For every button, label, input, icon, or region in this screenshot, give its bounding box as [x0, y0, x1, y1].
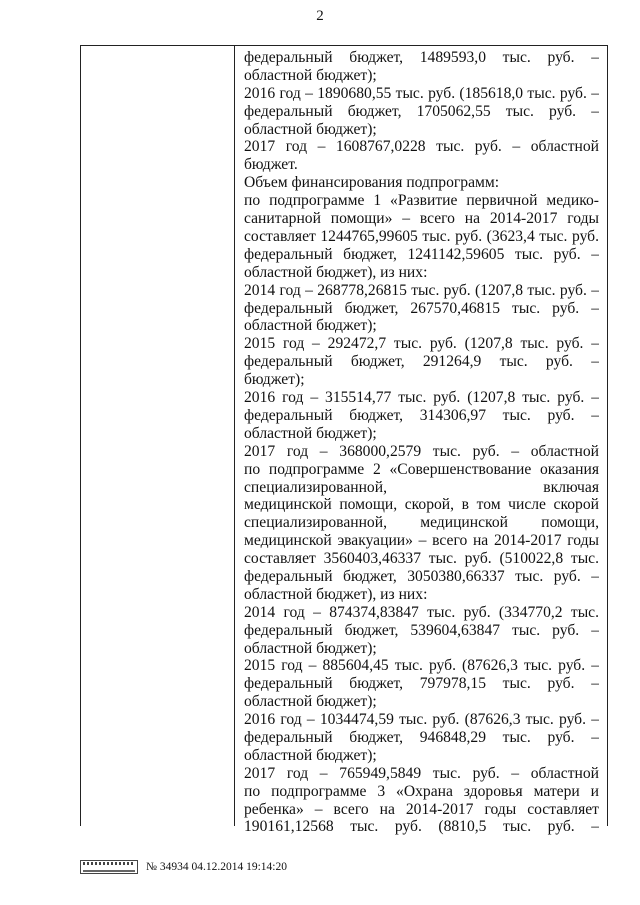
text-line: областной бюджет);	[244, 66, 377, 84]
text-line: бюджет.	[244, 156, 298, 174]
text-line: федеральный бюджет, 1489593,0 тыс. руб. –	[244, 49, 599, 66]
text-line: 2014 год – 874374,83847 тыс. руб. (334770,2 тыс.	[244, 603, 599, 621]
text-line: федеральный бюджет, 3050380,66337 тыс. руб. –	[244, 567, 599, 585]
text-line: Объем финансирования подпрограмм:	[244, 174, 500, 192]
text-line: федеральный бюджет, 797978,15 тыс. руб. –	[244, 675, 599, 693]
text-line: 2015 год – 885604,45 тыс. руб. (87626,3 тыс. руб. –	[244, 657, 599, 675]
text-line: составляет 1244765,99605 тыс. руб. (3623,4 тыс. руб.	[244, 227, 599, 245]
text-line: бюджет);	[244, 371, 305, 389]
text-line: 190161,12568 тыс. руб. (8810,5 тыс. руб. –	[244, 818, 599, 836]
text-line: федеральный бюджет, 946848,29 тыс. руб. –	[244, 729, 599, 747]
text-line: 2016 год – 1890680,55 тыс. руб. (185618,0 тыс. руб. –	[244, 84, 599, 102]
text-line: 2016 год – 315514,77 тыс. руб. (1207,8 тыс. руб. –	[244, 389, 599, 407]
text-line: федеральный бюджет, 267570,46815 тыс. руб. –	[244, 299, 599, 317]
text-line: областной бюджет);	[244, 746, 377, 764]
text-line: 2017 год – 368000,2579 тыс. руб. – областной	[244, 442, 599, 460]
document-footer	[80, 860, 287, 874]
barcode-stamp	[80, 860, 138, 874]
column-divider	[234, 46, 235, 826]
text-line: по подпрограмме 1 «Развитие первичной медико-	[244, 192, 599, 210]
text-line: составляет 3560403,46337 тыс. руб. (510022,8 тыс.	[244, 550, 599, 568]
text-line: областной бюджет), из них:	[244, 585, 428, 603]
text-line: медицинской помощи, скорой, в том числе скорой	[244, 496, 599, 514]
text-line: областной бюджет);	[244, 317, 377, 335]
text-line: по подпрограмме 2 «Совершенствование оказания	[244, 460, 599, 478]
text-line: специализированной, медицинской помощи,	[244, 514, 599, 532]
text-line: федеральный бюджет, 314306,97 тыс. руб. –	[244, 406, 599, 424]
text-line: санитарной помощи» – всего на 2014-2017 годы	[244, 210, 599, 228]
text-line: федеральный бюджет, 1241142,59605 тыс. руб. –	[244, 245, 599, 263]
text-line: областной бюджет), из них:	[244, 263, 428, 281]
text-line: 2017 год – 765949,5849 тыс. руб. – областной	[244, 764, 599, 782]
table-cell-text	[244, 49, 599, 836]
text-line: по подпрограмме 3 «Охрана здоровья матери и	[244, 782, 599, 800]
text-line: областной бюджет);	[244, 424, 377, 442]
text-line: 2014 год – 268778,26815 тыс. руб. (1207,8 тыс. руб. –	[244, 281, 599, 299]
text-line: областной бюджет);	[244, 639, 377, 657]
text-line: ребенка» – всего на 2014-2017 годы составляет	[244, 800, 599, 818]
text-line: федеральный бюджет, 291264,9 тыс. руб. –	[244, 353, 599, 371]
text-line: областной бюджет);	[244, 120, 377, 138]
text-line: 2017 год – 1608767,0228 тыс. руб. – областной	[244, 138, 599, 156]
page-number: 2	[316, 8, 324, 24]
text-line: областной бюджет);	[244, 693, 377, 711]
text-line: специализированной, включая	[244, 478, 599, 496]
text-line: федеральный бюджет, 539604,63847 тыс. руб. –	[244, 621, 599, 639]
text-line: 2015 год – 292472,7 тыс. руб. (1207,8 тыс. руб. –	[244, 335, 599, 353]
text-line: медицинской эвакуации» – всего на 2014-2017 годы	[244, 532, 599, 550]
registration-number: № 34934 04.12.2014 19:14:20	[146, 861, 287, 873]
document-table	[80, 45, 608, 836]
text-line: федеральный бюджет, 1705062,55 тыс. руб. –	[244, 102, 599, 120]
text-line: 2016 год – 1034474,59 тыс. руб. (87626,3 тыс. руб. –	[244, 711, 599, 729]
